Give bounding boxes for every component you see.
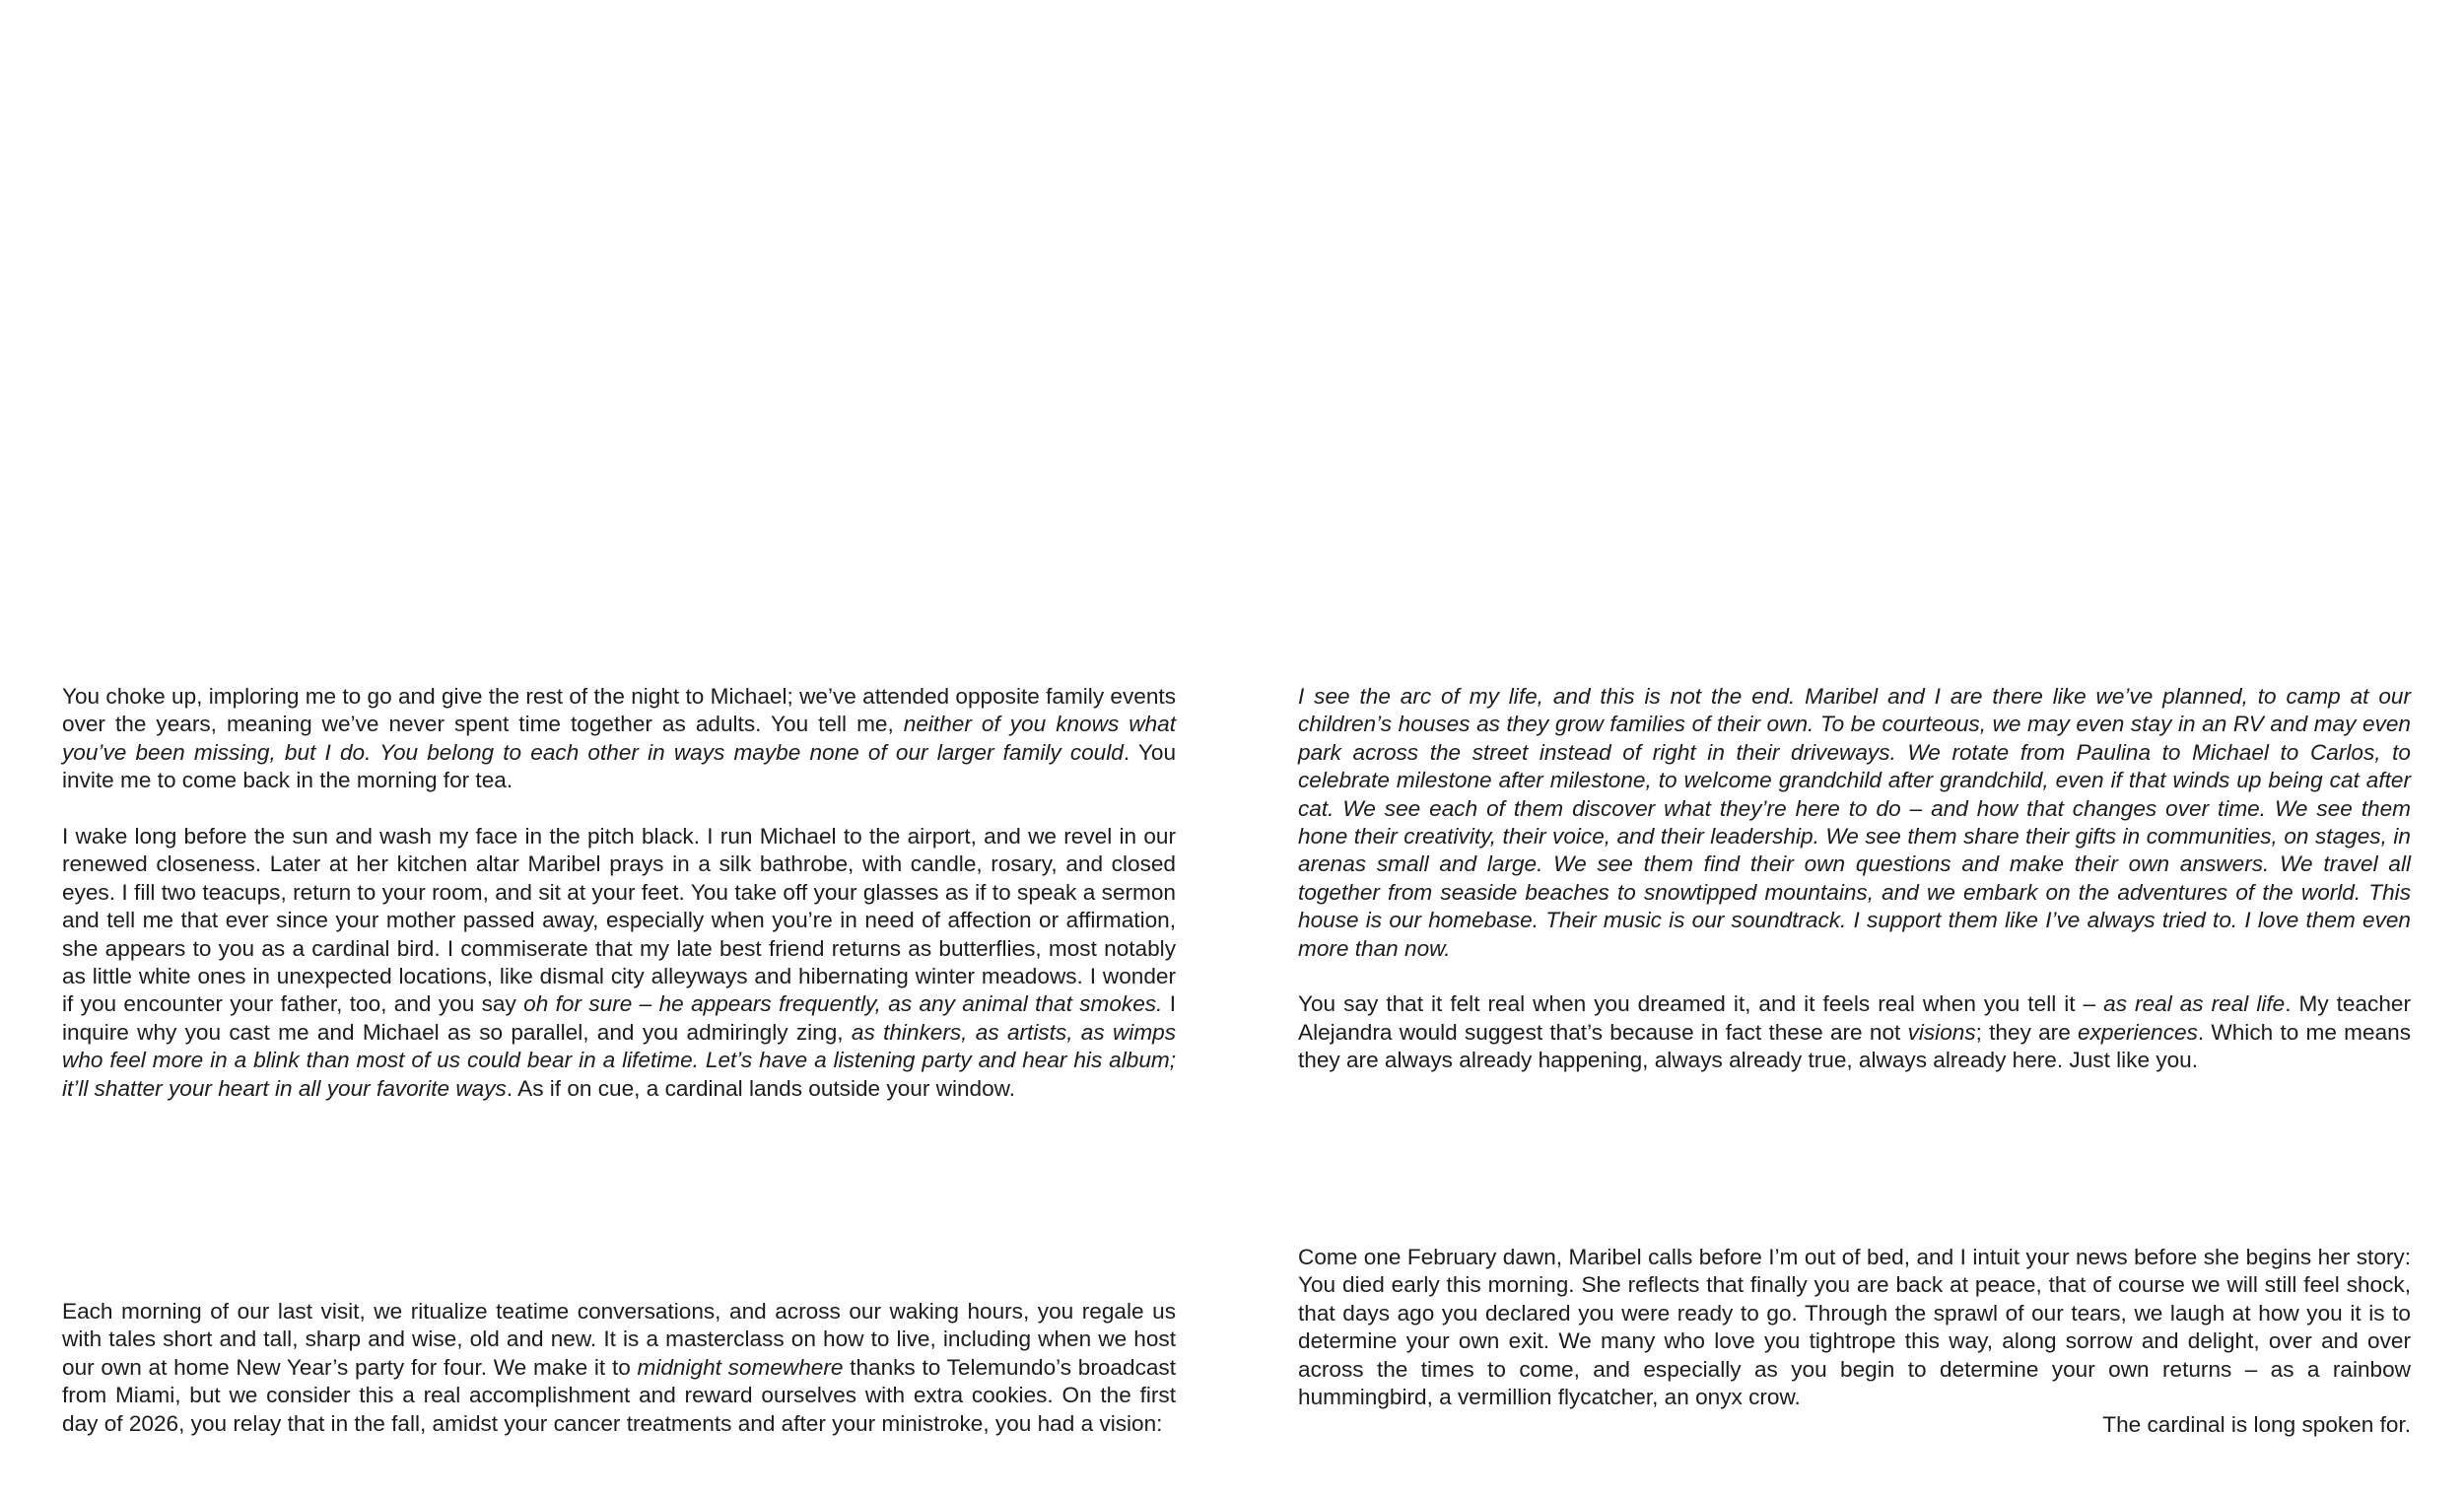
italic-phrase: visions [1907,1019,1976,1045]
text-run: Come one February dawn, Maribel calls before I’m out of bed, and I intuit your news before she begins her story: You died early this morning. She reflects that finally you are back at peace, that of course we will still feel shock, that days ago you declared you were ready to go. Through the sprawl of our tears, we laugh at how you it is to determine your own exit. We many who love you tightrope this way, along sorrow and delight, over and over across the times to come, and especially as you begin to determine your own returns – as a rainbow hummingbird, a vermillion flycatcher, an onyx crow. [1298,1245,2411,1410]
italic-quote: as thinkers, as artists, as wimps who feel more in a blink than most of us could bear in a lifetime. Let’s have a listening party and hear his album; it’ll shatter your heart in all your favorite ways [62,1019,1176,1101]
text-run: I wake long before the sun and wash my face in the pitch black. I run Michael to the airport, and we revel in our renewed closeness. Later at her kitchen altar Maribel prays in a silk bathrobe, with candle, rosary, and closed eyes. I fill two teacups, return to your room, and sit at your feet. You take off your glasses as if to speak a sermon and tell me that ever since your mother passed away, especially when you’re in need of affection or affirmation, she appears to you as a cardinal bird. I commiserate that my late best friend returns as butterflies, most notably as little white ones in unexpected locations, like dismal city alleyways and hibernating winter meadows. I wonder if you encounter your father, too, and you say [62,824,1176,1017]
text-run: You say that it felt real when you dreamed it, and it feels real when you tell it – [1298,991,2104,1017]
right-page-bottom-text-block [1298,1244,2411,1440]
italic-quote: neither of you knows what you’ve been missing, but I do. You belong to each other in ways maybe none of our larger family could [62,712,1176,765]
text-run: . Which to me means they are always already happening, always already true, always already here. Just like you. [1298,1019,2411,1073]
text-run: thanks to Telemundo’s broadcast from Miami, but we consider this a real accomplishment and reward ourselves with extra cookies. On the first day of 2026, you relay that in the fall, amidst your cancer treatments and after your ministroke, you had a vision: [62,1354,1177,1436]
italic-quote: oh for sure – he appears frequently, as any animal that smokes. [523,991,1163,1017]
italic-vision-passage: I see the arc of my life, and this is not the end. Maribel and I are there like we’ve planned, to camp at our children’s houses as they grow families of their own. To be courteous, we may even stay in an RV and may even park across the street instead of right in their driveways. We rotate from Paulina to Michael to Carlos, to celebrate milestone after milestone, to welcome grandchild after grandchild, even if that winds up being cat after cat. We see each of them discover what they’re here to do – and how that changes over time. We see them hone their creativity, their voice, and their leadership. We see them share their gifts in communities, on stages, in arenas small and large. We see them find their own questions and make their own answers. We travel all together from seaside beaches to snowtipped mountains, and we embark on the adventures of the world. This house is our homebase. Their music is our soundtrack. I support them like I’ve always tried to. I love them even more than now. [1298,684,2411,961]
text-run: . You invite me to come back in the morning for tea. [62,739,1177,793]
text-run: ; they are [1975,1019,2079,1045]
text-run: You choke up, imploring me to go and give the rest of the night to Michael; we’ve attended opposite family events over the years, meaning we’ve never spent time together as adults. You tell me, [62,684,1176,737]
closing-line: The cardinal is long spoken for. [2102,1412,2411,1438]
right-page-top-text-block [1298,683,2411,1075]
left-page-top-text-block [62,683,1176,1103]
right-bottom-paragraph-1 [1298,1244,2411,1411]
italic-phrase: as real as real life [2103,991,2286,1017]
left-bottom-paragraph-1 [62,1298,1176,1438]
left-page-bottom-text-block [62,1298,1176,1438]
italic-phrase: experiences [2078,1019,2198,1045]
text-run: I inquire why you cast me and Michael as so parallel, and you admiringly zing, [62,991,1176,1045]
text-run: . As if on cue, a cardinal lands outside your window. [506,1075,1016,1101]
right-top-paragraph-1 [1298,683,2411,963]
right-top-paragraph-2 [1298,990,2411,1074]
left-top-paragraph-1 [62,683,1176,795]
text-run: . My teacher Alejandra would suggest that’s because in fact these are not [1298,991,2411,1045]
text-run: Each morning of our last visit, we ritualize teatime conversations, and across our waking hours, you regale us with tales short and tall, sharp and wise, old and new. It is a masterclass on how to live, including when we host our own at home New Year’s party for four. We make it to [62,1299,1176,1380]
left-top-paragraph-2 [62,823,1176,1103]
italic-phrase: midnight somewhere [637,1354,844,1380]
